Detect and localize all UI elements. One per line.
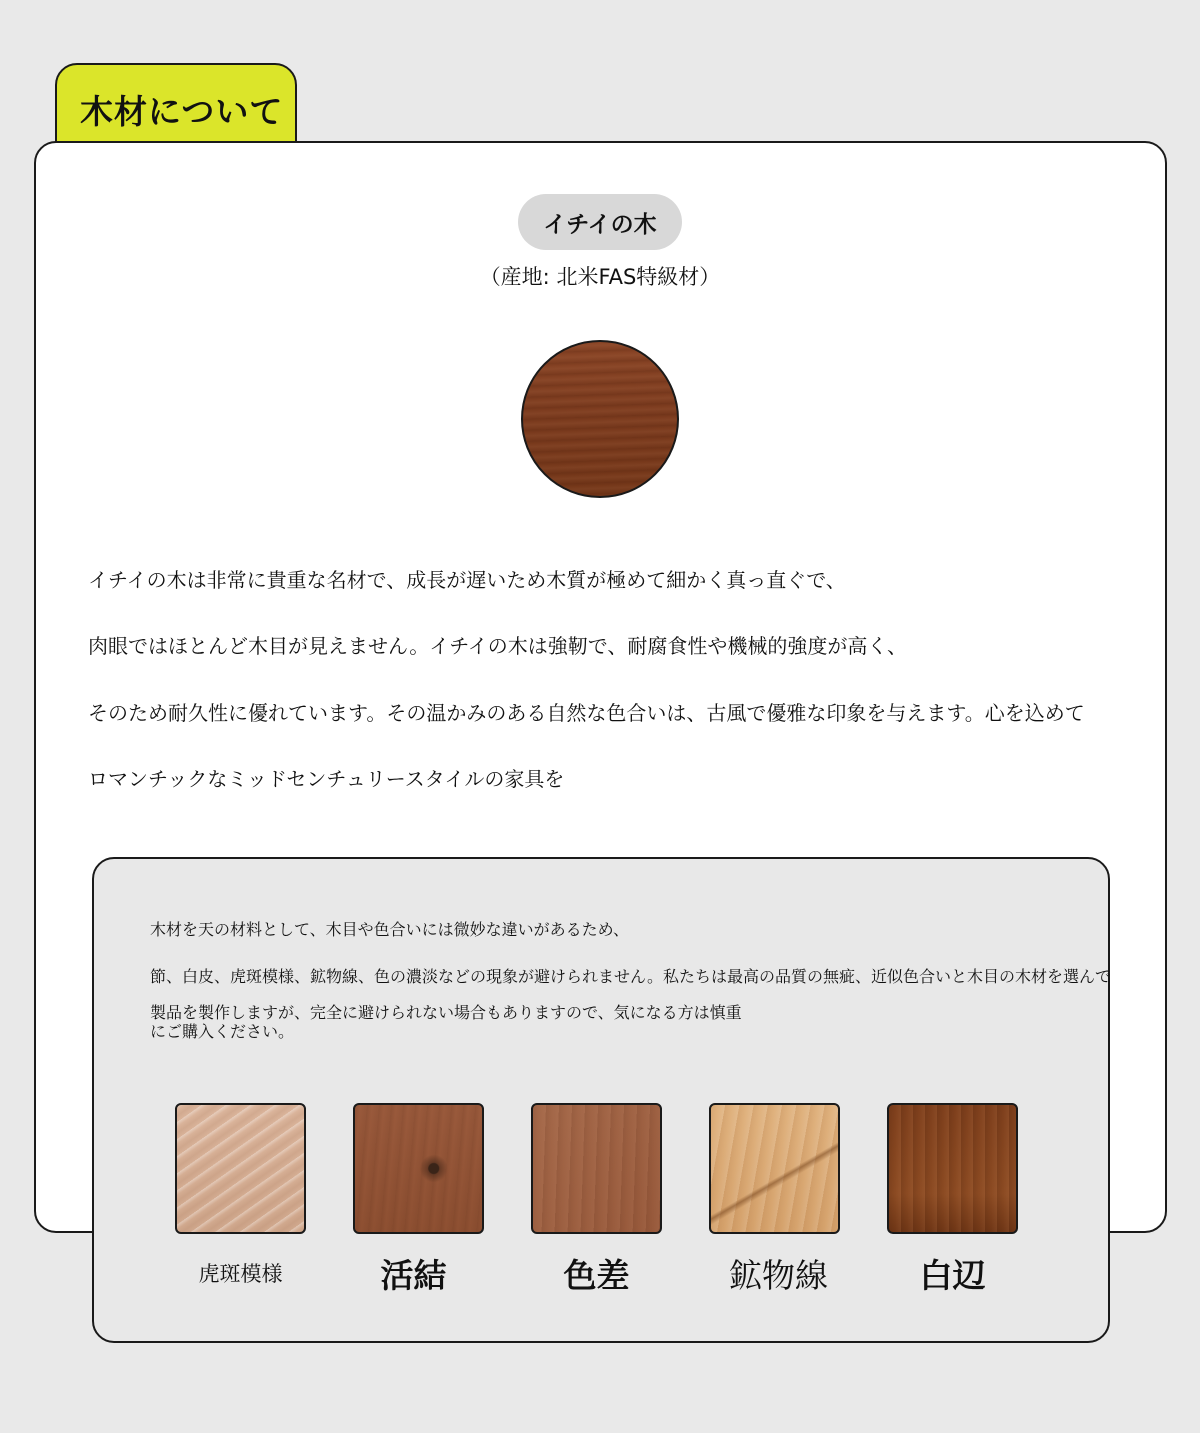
section-title: 木材について	[80, 92, 284, 131]
sample-label-live-knot: 活結	[380, 1256, 447, 1295]
description-line-3: そのため耐久性に優れています。その温かみのある自然な色合いは、古風で優雅な印象を与えます。心を込めて	[88, 701, 1085, 725]
sample-sapwood-image	[887, 1103, 1018, 1234]
description-line-4: ロマンチックなミッドセンチュリースタイルの家具を	[88, 767, 565, 791]
notice-line-3: 製品を製作しますが、完全に避けられない場合もありますので、気になる方は慎重	[150, 1003, 742, 1022]
description-line-2: 肉眼ではほとんど木目が見えません。イチイの木は強靭で、耐腐食性や機械的強度が高く、	[88, 634, 907, 658]
wood-name-badge	[518, 194, 682, 250]
notice-line-1: 木材を天の材料として、木目や色合いには微妙な違いがあるため、	[150, 920, 630, 939]
wood-origin: （産地: 北米FAS特級材）	[479, 265, 721, 289]
sample-color-difference-image	[531, 1103, 662, 1234]
wood-name: イチイの木	[543, 211, 657, 238]
sample-label-sapwood: 白辺	[919, 1256, 986, 1295]
sample-label-mineral-streak: 鉱物線	[729, 1256, 828, 1295]
description-line-1: イチイの木は非常に貴重な名材で、成長が遅いため木質が極めて細かく真っ直ぐで、	[88, 568, 846, 592]
sample-mineral-streak-image	[709, 1103, 840, 1234]
wood-texture-swatch	[521, 340, 679, 498]
sample-tiger-stripe-image	[175, 1103, 306, 1234]
sample-live-knot-image	[353, 1103, 484, 1234]
notice-line-2: 節、白皮、虎斑模様、鉱物線、色の濃淡などの現象が避けられません。私たちは最高の品質の無疵、近似色合いと木目の木材を選んで	[150, 967, 1111, 986]
sample-label-tiger-stripe: 虎斑模様	[198, 1262, 283, 1286]
sample-label-color-difference: 色差	[563, 1256, 630, 1295]
notice-line-4: にご購入ください。	[150, 1022, 295, 1041]
